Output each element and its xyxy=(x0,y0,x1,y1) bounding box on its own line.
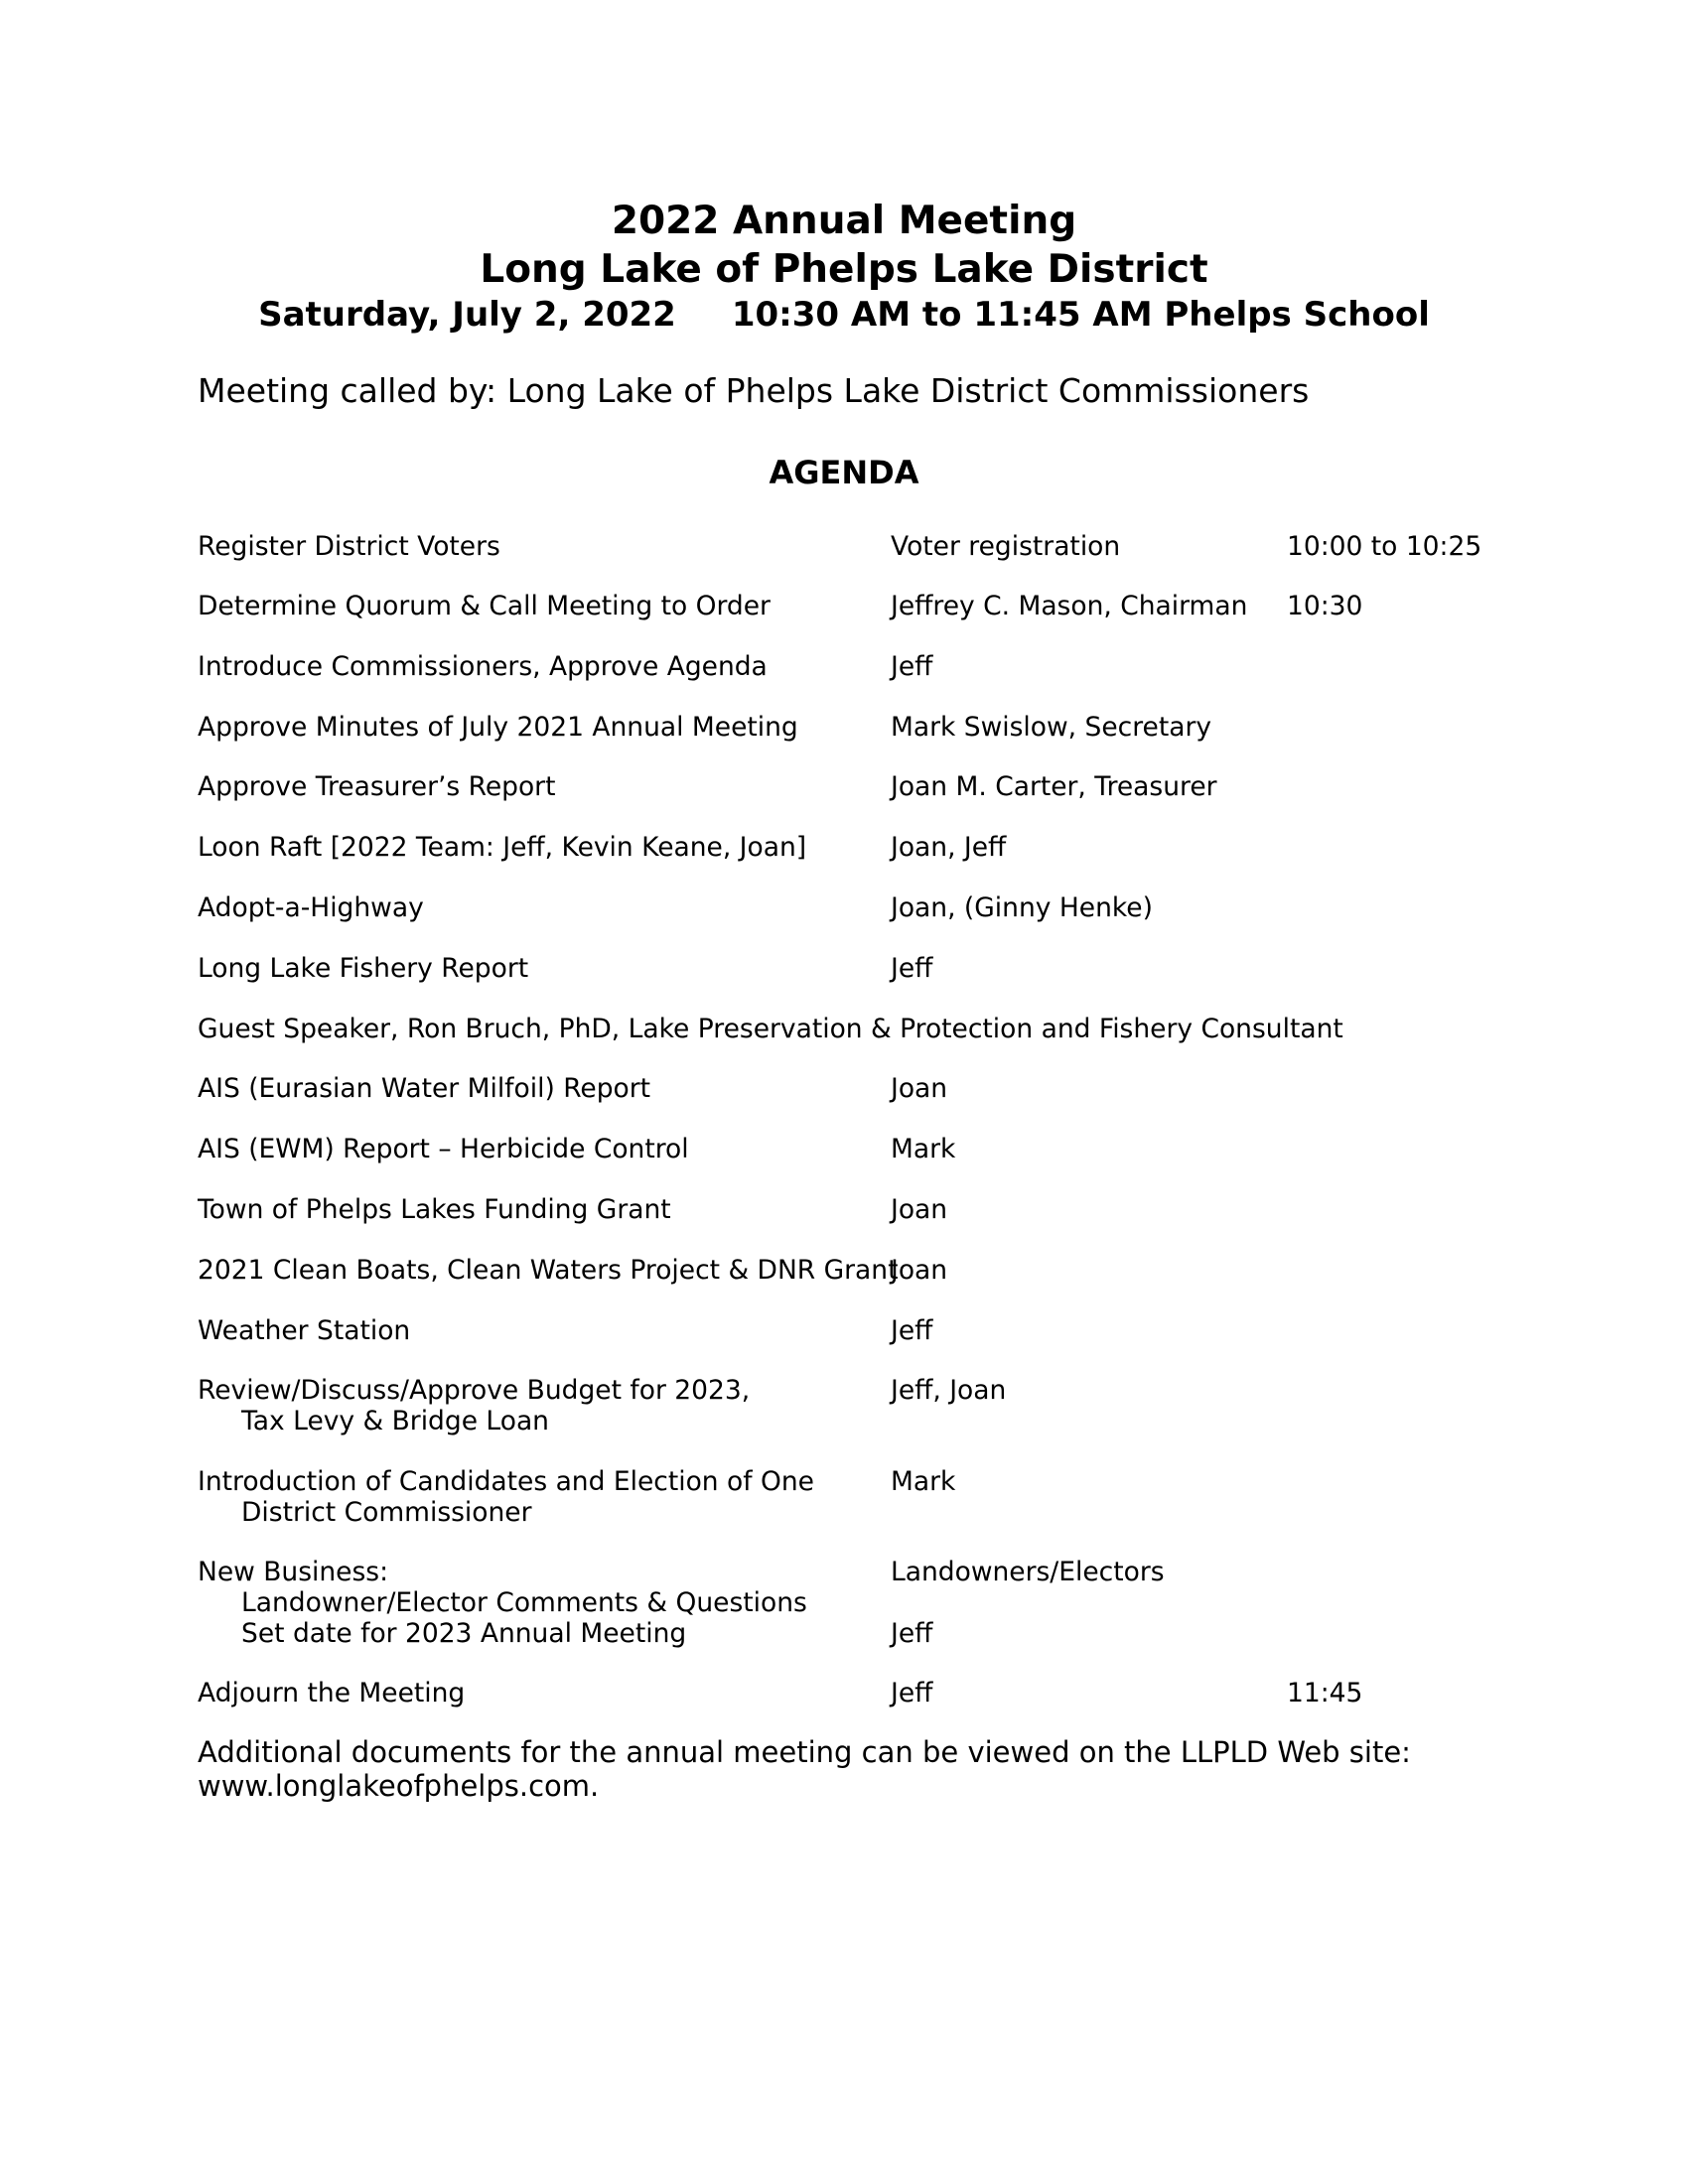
agenda-item: Adjourn the Meeting xyxy=(198,1678,466,1708)
agenda-time: 10:30 xyxy=(1287,591,1363,621)
agenda-item: Register District Voters xyxy=(198,531,500,562)
agenda-item: Loon Raft [2022 Team: Jeff, Kevin Keane, Joan] xyxy=(198,832,807,863)
meeting-date: Saturday, July 2, 2022 xyxy=(258,295,676,335)
footer-note xyxy=(198,1735,1411,1803)
agenda-item: Introduce Commissioners, Approve Agenda xyxy=(198,651,768,682)
agenda-item: Determine Quorum & Call Meeting to Order xyxy=(198,591,771,621)
agenda-subitem: Tax Levy & Bridge Loan xyxy=(241,1406,549,1436)
agenda-item: Review/Discuss/Approve Budget for 2023, xyxy=(198,1375,751,1406)
agenda-presenter: Mark xyxy=(891,1466,956,1497)
agenda-presenter: Joan M. Carter, Treasurer xyxy=(891,771,1217,802)
agenda-subitem: Landowner/Elector Comments & Questions xyxy=(241,1587,807,1618)
meeting-title: 2022 Annual Meeting xyxy=(611,199,1077,243)
agenda-item-multiline xyxy=(198,1375,750,1436)
agenda-presenter: Jeff xyxy=(891,1678,933,1708)
agenda-item: Town of Phelps Lakes Funding Grant xyxy=(198,1194,671,1225)
agenda-presenter-multiline xyxy=(891,1557,1165,1649)
district-name: Long Lake of Phelps Lake District xyxy=(480,247,1208,292)
agenda-heading: AGENDA xyxy=(769,454,919,491)
agenda-presenter: Joan, Jeff xyxy=(891,832,1007,863)
agenda-subitem: District Commissioner xyxy=(241,1497,532,1528)
agenda-item: Introduction of Candidates and Election of One xyxy=(198,1466,814,1497)
agenda-presenter: Jeff xyxy=(891,953,933,984)
agenda-presenter: Jeffrey C. Mason, Chairman xyxy=(891,591,1248,621)
agenda-item: Long Lake Fishery Report xyxy=(198,953,529,984)
agenda-item-multiline xyxy=(198,1557,807,1649)
agenda-item: Guest Speaker, Ron Bruch, PhD, Lake Preservation & Protection and Fishery Consultant xyxy=(198,1014,1343,1044)
agenda-presenter: Joan xyxy=(891,1255,948,1286)
spacer xyxy=(891,1587,1165,1618)
agenda-item: Approve Minutes of July 2021 Annual Meeting xyxy=(198,712,798,743)
agenda-item: Adopt-a-Highway xyxy=(198,892,424,923)
website-link[interactable]: www.longlakeofphelps.com. xyxy=(198,1769,600,1803)
called-by-line: Meeting called by: Long Lake of Phelps Lake District Commissioners xyxy=(198,371,1310,410)
agenda-subitem: Set date for 2023 Annual Meeting xyxy=(241,1618,687,1649)
agenda-presenter: Mark Swislow, Secretary xyxy=(891,712,1212,743)
agenda-presenter: Voter registration xyxy=(891,531,1121,562)
agenda-presenter: Mark xyxy=(891,1134,956,1164)
agenda-item-multiline xyxy=(198,1466,814,1528)
agenda-presenter: Jeff xyxy=(891,651,933,682)
agenda-item: Approve Treasurer’s Report xyxy=(198,771,556,802)
agenda-item: New Business: xyxy=(198,1557,389,1587)
meeting-time-place: 10:30 AM to 11:45 AM Phelps School xyxy=(731,295,1430,335)
agenda-item: AIS (Eurasian Water Milfoil) Report xyxy=(198,1073,651,1104)
agenda-item: 2021 Clean Boats, Clean Waters Project & DNR Grant xyxy=(198,1255,899,1286)
agenda-time: 11:45 xyxy=(1287,1678,1363,1708)
agenda-presenter: Jeff xyxy=(891,1315,933,1346)
agenda-item: Weather Station xyxy=(198,1315,411,1346)
agenda-presenter: Jeff, Joan xyxy=(891,1375,1007,1406)
agenda-presenter: Landowners/Electors xyxy=(891,1557,1165,1587)
agenda-item: AIS (EWM) Report – Herbicide Control xyxy=(198,1134,689,1164)
agenda-presenter: Jeff xyxy=(891,1618,933,1649)
agenda-presenter: Joan, (Ginny Henke) xyxy=(891,892,1153,923)
footer-text: Additional documents for the annual meeting can be viewed on the LLPLD Web site: xyxy=(198,1735,1411,1769)
agenda-presenter: Joan xyxy=(891,1194,948,1225)
agenda-presenter: Joan xyxy=(891,1073,948,1104)
agenda-time: 10:00 to 10:25 xyxy=(1287,531,1482,562)
